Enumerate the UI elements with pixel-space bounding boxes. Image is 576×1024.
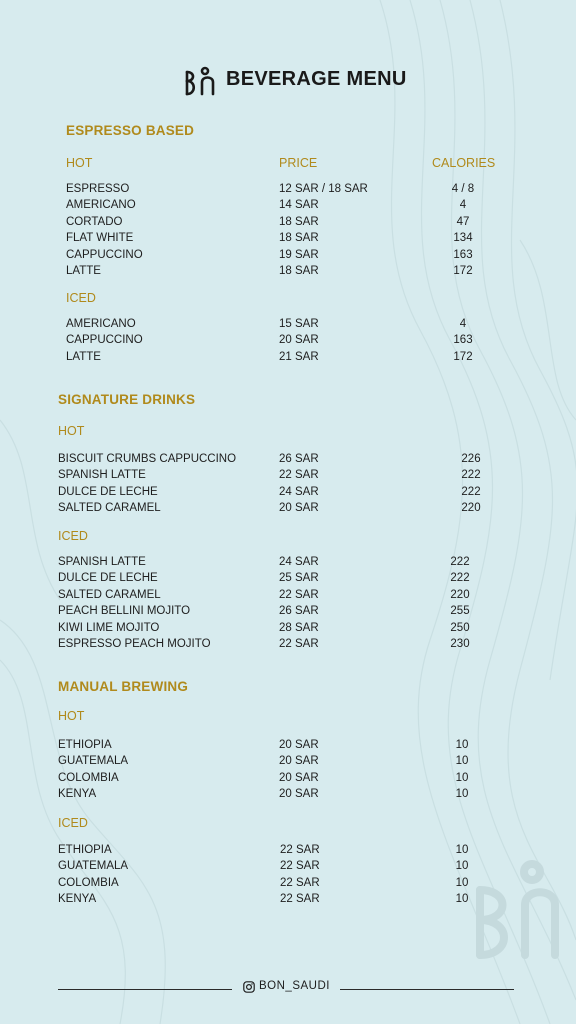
item-name: ETHIOPIA <box>58 739 112 751</box>
item-name: KENYA <box>58 788 97 801</box>
menu-row <box>58 786 528 802</box>
item-calories: 10 <box>455 876 469 889</box>
item-calories: 10 <box>455 844 469 856</box>
menu-row <box>58 484 528 500</box>
subsection-iced-espresso: ICED <box>66 291 96 305</box>
item-name: DULCE DE LECHE <box>58 485 158 498</box>
espresso-iced-list <box>66 316 526 365</box>
item-price: 18 SAR <box>279 215 319 228</box>
item-calories: 226 <box>461 453 481 465</box>
page-title: BEVERAGE MENU <box>226 68 407 90</box>
item-name: CAPPUCCINO <box>66 334 143 347</box>
column-header-price: PRICE <box>279 156 318 170</box>
item-calories: 220 <box>450 588 470 601</box>
menu-row <box>58 891 528 907</box>
item-name: AMERICANO <box>66 318 136 330</box>
item-name: AMERICANO <box>66 199 136 212</box>
item-name: SALTED CARAMEL <box>58 588 161 601</box>
menu-row <box>58 603 528 619</box>
subsection-iced-signature: ICED <box>58 529 88 543</box>
item-name: SPANISH LATTE <box>58 469 146 482</box>
menu-row <box>66 214 526 230</box>
item-calories: 10 <box>455 739 469 751</box>
menu-row <box>58 554 528 570</box>
menu-row <box>58 467 528 483</box>
item-calories: 172 <box>453 264 473 277</box>
item-price: 25 SAR <box>279 572 319 585</box>
signature-iced-list <box>58 554 528 652</box>
item-name: KIWI LIME MOJITO <box>58 621 160 634</box>
menu-row <box>66 197 526 213</box>
item-price: 20 SAR <box>279 771 319 784</box>
menu-row <box>58 451 528 467</box>
item-price: 28 SAR <box>279 621 319 634</box>
item-name: COLOMBIA <box>58 771 119 784</box>
item-calories: 4 <box>459 318 467 330</box>
section-title-manual: MANUAL BREWING <box>58 679 189 694</box>
item-name: ETHIOPIA <box>58 844 112 856</box>
menu-row <box>58 570 528 586</box>
manual-hot-list <box>58 737 528 803</box>
item-name: FLAT WHITE <box>66 232 134 245</box>
item-calories: 47 <box>456 215 470 228</box>
menu-row <box>58 875 528 891</box>
menu-row <box>58 737 528 753</box>
menu-row <box>66 247 526 263</box>
item-price: 22 SAR <box>279 469 319 482</box>
item-price: 15 SAR <box>279 318 319 330</box>
footer-divider-left <box>58 989 232 990</box>
item-calories: 10 <box>455 755 469 768</box>
menu-row <box>66 263 526 279</box>
menu-row <box>66 332 526 348</box>
item-name: COLOMBIA <box>58 876 119 889</box>
item-calories: 230 <box>450 637 470 650</box>
instagram-icon[interactable] <box>243 981 255 993</box>
item-price: 18 SAR <box>279 264 319 277</box>
item-name: GUATEMALA <box>58 860 129 873</box>
item-name: CAPPUCCINO <box>66 248 143 261</box>
item-price: 20 SAR <box>279 755 319 768</box>
footer-divider-right <box>340 989 514 990</box>
item-calories: 10 <box>455 893 469 906</box>
item-calories: 134 <box>453 232 473 245</box>
item-name: LATTE <box>66 350 101 363</box>
item-calories: 172 <box>453 350 473 363</box>
column-header-hot: HOT <box>66 156 93 170</box>
item-name: SPANISH LATTE <box>58 556 146 568</box>
item-name: SALTED CARAMEL <box>58 502 161 515</box>
item-calories: 222 <box>450 572 470 585</box>
column-header-calories: CALORIES <box>432 156 496 170</box>
instagram-handle[interactable]: BON_SAUDI <box>259 980 330 992</box>
item-price: 22 SAR <box>280 876 320 889</box>
menu-row <box>58 500 528 516</box>
espresso-hot-list <box>66 181 526 279</box>
item-price: 14 SAR <box>279 199 319 212</box>
item-price: 21 SAR <box>279 350 319 363</box>
item-calories: 4 / 8 <box>451 183 475 195</box>
item-price: 18 SAR <box>279 232 319 245</box>
section-title-espresso: ESPRESSO BASED <box>66 123 195 138</box>
item-name: ESPRESSO PEACH MOJITO <box>58 637 211 650</box>
item-price: 22 SAR <box>279 588 319 601</box>
item-calories: 163 <box>453 334 473 347</box>
menu-row <box>66 349 526 365</box>
subsection-iced-manual: ICED <box>58 816 88 830</box>
item-price: 22 SAR <box>280 844 320 856</box>
item-price: 24 SAR <box>279 485 319 498</box>
footer <box>0 978 576 998</box>
item-calories: 250 <box>450 621 470 634</box>
subsection-hot-manual: HOT <box>58 709 85 723</box>
manual-iced-list <box>58 842 528 908</box>
bon-logo-icon <box>183 66 217 96</box>
item-name: KENYA <box>58 893 97 906</box>
item-name: ESPRESSO <box>66 183 130 195</box>
menu-row <box>66 181 526 197</box>
item-price: 24 SAR <box>279 556 319 568</box>
subsection-hot-signature: HOT <box>58 424 85 438</box>
item-price: 20 SAR <box>279 788 319 801</box>
item-price: 19 SAR <box>279 248 319 261</box>
item-calories: 10 <box>455 788 469 801</box>
item-calories: 220 <box>461 502 481 515</box>
item-name: PEACH BELLINI MOJITO <box>58 605 191 618</box>
item-calories: 255 <box>450 605 470 618</box>
item-name: LATTE <box>66 264 101 277</box>
signature-hot-list <box>58 451 528 517</box>
menu-row <box>58 587 528 603</box>
item-price: 22 SAR <box>279 637 319 650</box>
menu-row <box>58 620 528 636</box>
item-calories: 222 <box>450 556 470 568</box>
item-price: 20 SAR <box>279 334 319 347</box>
menu-row <box>58 770 528 786</box>
item-calories: 10 <box>455 860 469 873</box>
item-price: 22 SAR <box>280 860 320 873</box>
item-price: 22 SAR <box>280 893 320 906</box>
menu-row <box>66 316 526 332</box>
section-title-signature: SIGNATURE DRINKS <box>58 392 196 407</box>
menu-row <box>66 230 526 246</box>
menu-header <box>0 62 576 98</box>
item-price: 26 SAR <box>279 453 319 465</box>
item-price: 20 SAR <box>279 502 319 515</box>
item-calories: 4 <box>459 199 467 212</box>
item-name: BISCUIT CRUMBS CAPPUCCINO <box>58 453 237 465</box>
item-calories: 222 <box>461 485 481 498</box>
item-name: DULCE DE LECHE <box>58 572 158 585</box>
menu-row <box>58 636 528 652</box>
item-calories: 10 <box>455 771 469 784</box>
item-name: GUATEMALA <box>58 755 129 768</box>
item-price: 26 SAR <box>279 605 319 618</box>
menu-row <box>58 753 528 769</box>
menu-row <box>58 842 528 858</box>
item-price: 20 SAR <box>279 739 319 751</box>
menu-row <box>58 858 528 874</box>
item-name: CORTADO <box>66 215 123 228</box>
item-calories: 163 <box>453 248 473 261</box>
item-price: 12 SAR / 18 SAR <box>279 183 368 195</box>
item-calories: 222 <box>461 469 481 482</box>
